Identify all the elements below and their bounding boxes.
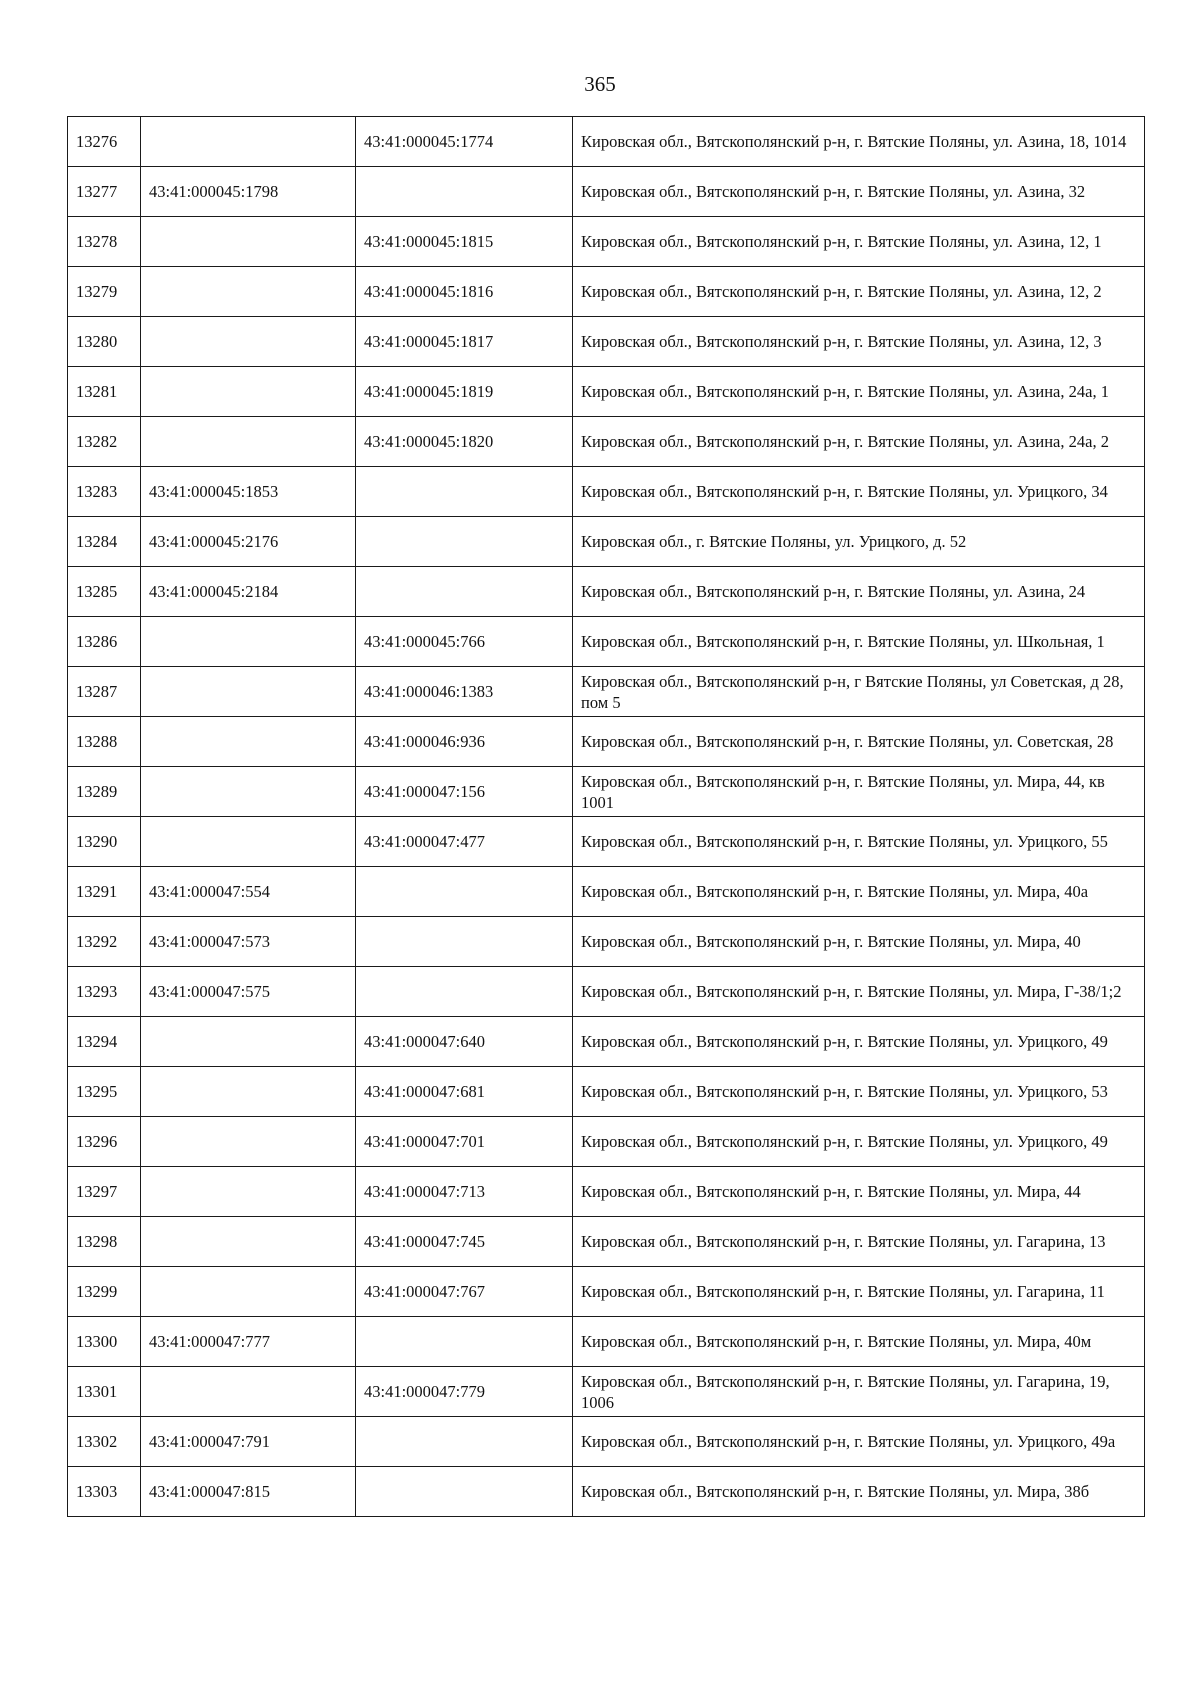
cadastral-number-a-cell	[141, 1217, 356, 1267]
address-cell: Кировская обл., Вятскополянский р-н, г. Вятские Поляны, ул. Школьная, 1	[573, 617, 1145, 667]
address-cell: Кировская обл., Вятскополянский р-н, г. Вятские Поляны, ул. Азина, 32	[573, 167, 1145, 217]
row-number-cell: 13282	[68, 417, 141, 467]
address-cell: Кировская обл., Вятскополянский р-н, г. Вятские Поляны, ул. Гагарина, 19, 1006	[573, 1367, 1145, 1417]
registry-table-body	[68, 117, 1145, 1517]
page-number: 365	[584, 72, 616, 96]
row-number-cell: 13279	[68, 267, 141, 317]
table-row	[68, 917, 1145, 967]
cadastral-number-a-cell	[141, 817, 356, 867]
cadastral-number-b-cell	[356, 967, 573, 1017]
row-number-cell: 13292	[68, 917, 141, 967]
table-row	[68, 117, 1145, 167]
address-cell: Кировская обл., Вятскополянский р-н, г. Вятские Поляны, ул. Азина, 24а, 1	[573, 367, 1145, 417]
row-number-cell: 13289	[68, 767, 141, 817]
cadastral-number-b-cell: 43:41:000047:779	[356, 1367, 573, 1417]
address-cell: Кировская обл., Вятскополянский р-н, г. Вятские Поляны, ул. Урицкого, 55	[573, 817, 1145, 867]
cadastral-number-b-cell: 43:41:000047:681	[356, 1067, 573, 1117]
table-row	[68, 517, 1145, 567]
table-row	[68, 417, 1145, 467]
table-row	[68, 1117, 1145, 1167]
table-row	[68, 1367, 1145, 1417]
cadastral-number-a-cell: 43:41:000045:1798	[141, 167, 356, 217]
address-cell: Кировская обл., Вятскополянский р-н, г. Вятские Поляны, ул. Урицкого, 53	[573, 1067, 1145, 1117]
address-cell: Кировская обл., Вятскополянский р-н, г. Вятские Поляны, ул. Мира, 44	[573, 1167, 1145, 1217]
table-row	[68, 1467, 1145, 1517]
address-cell: Кировская обл., Вятскополянский р-н, г. Вятские Поляны, ул. Урицкого, 49а	[573, 1417, 1145, 1467]
row-number-cell: 13281	[68, 367, 141, 417]
row-number-cell: 13288	[68, 717, 141, 767]
address-cell: Кировская обл., Вятскополянский р-н, г. Вятские Поляны, ул. Азина, 18, 1014	[573, 117, 1145, 167]
address-cell: Кировская обл., Вятскополянский р-н, г. Вятские Поляны, ул. Урицкого, 49	[573, 1117, 1145, 1167]
address-cell: Кировская обл., Вятскополянский р-н, г. Вятские Поляны, ул. Азина, 12, 1	[573, 217, 1145, 267]
cadastral-number-b-cell	[356, 917, 573, 967]
cadastral-number-a-cell: 43:41:000047:573	[141, 917, 356, 967]
cadastral-number-a-cell: 43:41:000047:815	[141, 1467, 356, 1517]
cadastral-number-a-cell: 43:41:000047:554	[141, 867, 356, 917]
table-row	[68, 967, 1145, 1017]
row-number-cell: 13298	[68, 1217, 141, 1267]
cadastral-number-b-cell	[356, 867, 573, 917]
cadastral-number-a-cell: 43:41:000045:2184	[141, 567, 356, 617]
row-number-cell: 13303	[68, 1467, 141, 1517]
address-cell: Кировская обл., г. Вятские Поляны, ул. Урицкого, д. 52	[573, 517, 1145, 567]
table-row	[68, 1167, 1145, 1217]
address-cell: Кировская обл., Вятскополянский р-н, г. Вятские Поляны, ул. Советская, 28	[573, 717, 1145, 767]
row-number-cell: 13284	[68, 517, 141, 567]
address-cell: Кировская обл., Вятскополянский р-н, г. Вятские Поляны, ул. Мира, 38б	[573, 1467, 1145, 1517]
cadastral-number-a-cell	[141, 1117, 356, 1167]
cadastral-number-b-cell: 43:41:000045:1816	[356, 267, 573, 317]
cadastral-number-b-cell: 43:41:000047:745	[356, 1217, 573, 1267]
cadastral-number-a-cell	[141, 617, 356, 667]
cadastral-number-b-cell: 43:41:000045:1817	[356, 317, 573, 367]
cadastral-number-a-cell: 43:41:000045:1853	[141, 467, 356, 517]
row-number-cell: 13283	[68, 467, 141, 517]
address-cell: Кировская обл., Вятскополянский р-н, г. Вятские Поляны, ул. Мира, 44, кв 1001	[573, 767, 1145, 817]
cadastral-number-a-cell	[141, 367, 356, 417]
cadastral-number-a-cell	[141, 1267, 356, 1317]
cadastral-number-b-cell: 43:41:000047:767	[356, 1267, 573, 1317]
table-row	[68, 467, 1145, 517]
cadastral-number-b-cell	[356, 167, 573, 217]
cadastral-number-b-cell: 43:41:000045:1774	[356, 117, 573, 167]
address-cell: Кировская обл., Вятскополянский р-н, г. Вятские Поляны, ул. Мира, 40а	[573, 867, 1145, 917]
cadastral-number-b-cell: 43:41:000047:156	[356, 767, 573, 817]
address-cell: Кировская обл., Вятскополянский р-н, г. Вятские Поляны, ул. Гагарина, 11	[573, 1267, 1145, 1317]
cadastral-number-b-cell	[356, 1317, 573, 1367]
table-row	[68, 667, 1145, 717]
cadastral-number-b-cell: 43:41:000045:1815	[356, 217, 573, 267]
registry-table	[67, 116, 1145, 1517]
cadastral-number-a-cell	[141, 267, 356, 317]
table-row	[68, 717, 1145, 767]
cadastral-number-b-cell: 43:41:000045:1819	[356, 367, 573, 417]
row-number-cell: 13285	[68, 567, 141, 617]
cadastral-number-a-cell	[141, 1017, 356, 1067]
table-row	[68, 767, 1145, 817]
table-row	[68, 1317, 1145, 1367]
table-row	[68, 617, 1145, 667]
address-cell: Кировская обл., Вятскополянский р-н, г. Вятские Поляны, ул. Урицкого, 49	[573, 1017, 1145, 1067]
row-number-cell: 13290	[68, 817, 141, 867]
cadastral-number-b-cell: 43:41:000047:640	[356, 1017, 573, 1067]
cadastral-number-b-cell: 43:41:000047:713	[356, 1167, 573, 1217]
address-cell: Кировская обл., Вятскополянский р-н, г. Вятские Поляны, ул. Мира, 40	[573, 917, 1145, 967]
row-number-cell: 13300	[68, 1317, 141, 1367]
address-cell: Кировская обл., Вятскополянский р-н, г. Вятские Поляны, ул. Азина, 12, 2	[573, 267, 1145, 317]
table-row	[68, 1017, 1145, 1067]
cadastral-number-a-cell	[141, 1067, 356, 1117]
row-number-cell: 13276	[68, 117, 141, 167]
table-row	[68, 1267, 1145, 1317]
cadastral-number-b-cell	[356, 1417, 573, 1467]
table-row	[68, 317, 1145, 367]
address-cell: Кировская обл., Вятскополянский р-н, г. Вятские Поляны, ул. Мира, 40м	[573, 1317, 1145, 1367]
cadastral-number-b-cell: 43:41:000045:766	[356, 617, 573, 667]
cadastral-number-a-cell	[141, 767, 356, 817]
cadastral-number-a-cell: 43:41:000045:2176	[141, 517, 356, 567]
cadastral-number-a-cell: 43:41:000047:791	[141, 1417, 356, 1467]
cadastral-number-b-cell	[356, 467, 573, 517]
cadastral-number-a-cell: 43:41:000047:575	[141, 967, 356, 1017]
cadastral-number-a-cell	[141, 717, 356, 767]
table-row	[68, 817, 1145, 867]
row-number-cell: 13302	[68, 1417, 141, 1467]
address-cell: Кировская обл., Вятскополянский р-н, г. Вятские Поляны, ул. Мира, Г-38/1;2	[573, 967, 1145, 1017]
cadastral-number-b-cell	[356, 1467, 573, 1517]
cadastral-number-b-cell: 43:41:000046:1383	[356, 667, 573, 717]
row-number-cell: 13301	[68, 1367, 141, 1417]
row-number-cell: 13296	[68, 1117, 141, 1167]
row-number-cell: 13293	[68, 967, 141, 1017]
table-row	[68, 567, 1145, 617]
cadastral-number-a-cell	[141, 117, 356, 167]
row-number-cell: 13297	[68, 1167, 141, 1217]
cadastral-number-a-cell	[141, 317, 356, 367]
address-cell: Кировская обл., Вятскополянский р-н, г. Вятские Поляны, ул. Азина, 12, 3	[573, 317, 1145, 367]
cadastral-number-a-cell	[141, 667, 356, 717]
cadastral-number-b-cell: 43:41:000047:701	[356, 1117, 573, 1167]
table-row	[68, 1217, 1145, 1267]
address-cell: Кировская обл., Вятскополянский р-н, г. Вятские Поляны, ул. Гагарина, 13	[573, 1217, 1145, 1267]
row-number-cell: 13287	[68, 667, 141, 717]
table-row	[68, 167, 1145, 217]
table-row	[68, 1067, 1145, 1117]
address-cell: Кировская обл., Вятскополянский р-н, г Вятские Поляны, ул Советская, д 28, пом 5	[573, 667, 1145, 717]
table-row	[68, 1417, 1145, 1467]
row-number-cell: 13291	[68, 867, 141, 917]
address-cell: Кировская обл., Вятскополянский р-н, г. Вятские Поляны, ул. Азина, 24а, 2	[573, 417, 1145, 467]
table-row	[68, 367, 1145, 417]
row-number-cell: 13277	[68, 167, 141, 217]
row-number-cell: 13299	[68, 1267, 141, 1317]
row-number-cell: 13294	[68, 1017, 141, 1067]
row-number-cell: 13278	[68, 217, 141, 267]
table-row	[68, 217, 1145, 267]
row-number-cell: 13286	[68, 617, 141, 667]
cadastral-number-a-cell	[141, 417, 356, 467]
cadastral-number-b-cell: 43:41:000045:1820	[356, 417, 573, 467]
cadastral-number-a-cell	[141, 1367, 356, 1417]
cadastral-number-b-cell: 43:41:000046:936	[356, 717, 573, 767]
cadastral-number-b-cell	[356, 567, 573, 617]
cadastral-number-b-cell: 43:41:000047:477	[356, 817, 573, 867]
cadastral-number-a-cell	[141, 217, 356, 267]
table-row	[68, 867, 1145, 917]
row-number-cell: 13295	[68, 1067, 141, 1117]
row-number-cell: 13280	[68, 317, 141, 367]
cadastral-number-b-cell	[356, 517, 573, 567]
cadastral-number-a-cell	[141, 1167, 356, 1217]
cadastral-number-a-cell: 43:41:000047:777	[141, 1317, 356, 1367]
address-cell: Кировская обл., Вятскополянский р-н, г. Вятские Поляны, ул. Урицкого, 34	[573, 467, 1145, 517]
table-row	[68, 267, 1145, 317]
address-cell: Кировская обл., Вятскополянский р-н, г. Вятские Поляны, ул. Азина, 24	[573, 567, 1145, 617]
